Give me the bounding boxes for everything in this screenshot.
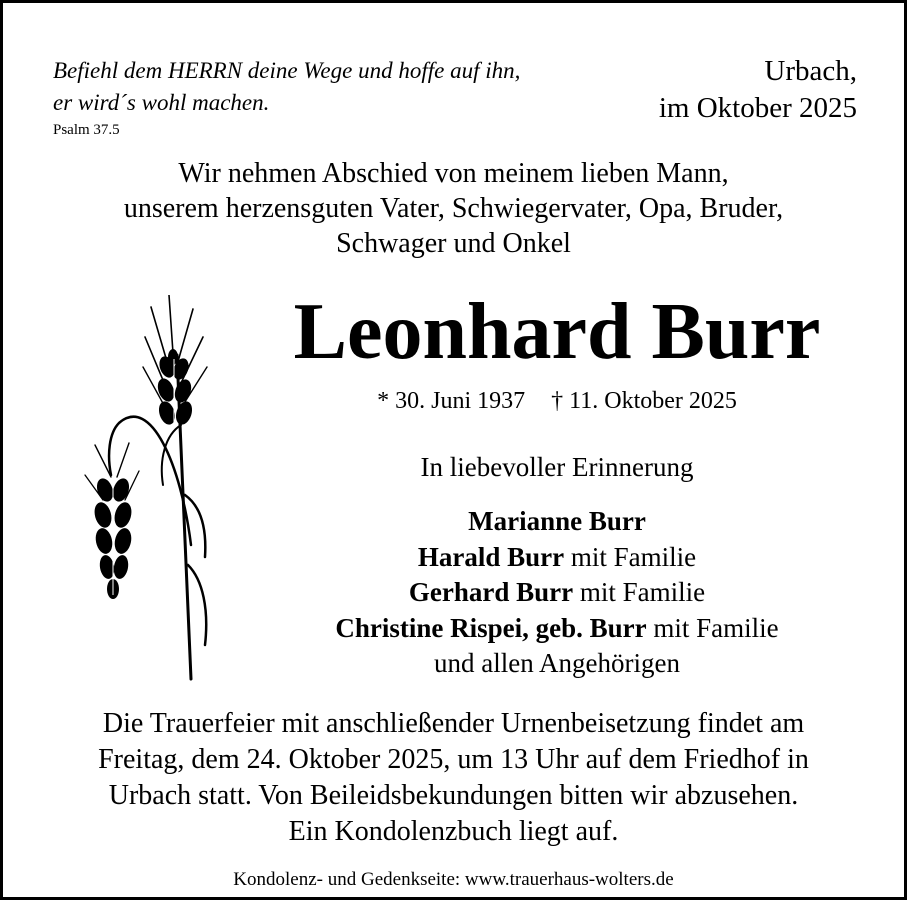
place-date bbox=[659, 53, 857, 127]
mourner-suffix: mit Familie bbox=[564, 541, 697, 572]
mourner-suffix: mit Familie bbox=[573, 577, 706, 607]
date: im Oktober 2025 bbox=[658, 92, 857, 124]
place: Urbach, bbox=[764, 55, 857, 87]
verse-reference: Psalm 37.5 bbox=[53, 122, 120, 138]
mourner-suffix: mit Familie bbox=[646, 612, 779, 643]
mourner-name: Marianne Burr bbox=[468, 506, 646, 536]
condolence-footer: Kondolenz- und Gedenkseite: www.trauerhaus-wolters.de bbox=[233, 869, 674, 890]
wheat-icon bbox=[81, 295, 231, 681]
farewell-intro bbox=[3, 156, 904, 261]
mourner-line bbox=[223, 504, 891, 540]
mourner-line bbox=[223, 646, 891, 682]
intro-line-3: Schwager und Onkel bbox=[336, 228, 571, 259]
service-line-1: Die Trauerfeier mit anschließender Urnenbeisetzung findet am bbox=[102, 708, 805, 739]
deceased-name: Leonhard Burr bbox=[293, 288, 821, 376]
memory-line: In liebevoller Erinnerung bbox=[420, 452, 694, 482]
mourner-line bbox=[223, 575, 891, 611]
service-line-2: Freitag, dem 24. Oktober 2025, um 13 Uhr auf dem Friedhof in bbox=[98, 744, 809, 775]
bible-verse bbox=[53, 55, 520, 119]
mourners-list bbox=[223, 504, 891, 682]
bible-verse-line-2: er wird´s wohl machen. bbox=[53, 90, 270, 115]
bible-verse-line-1: Befiehl dem HERRN deine Wege und hoffe auf ihn, bbox=[53, 58, 521, 83]
mourner-line bbox=[223, 611, 891, 647]
intro-line-2: unserem herzensguten Vater, Schwiegervater, Opa, Bruder, bbox=[123, 193, 784, 224]
intro-line-1: Wir nehmen Abschied von meinem lieben Mann, bbox=[178, 158, 729, 189]
service-line-4: Ein Kondolenzbuch liegt auf. bbox=[288, 816, 619, 847]
service-announcement bbox=[3, 706, 904, 850]
mourner-suffix: und allen Angehörigen bbox=[434, 648, 680, 678]
life-dates bbox=[223, 385, 891, 417]
birth-date: * 30. Juni 1937 bbox=[377, 388, 526, 414]
mourner-line bbox=[223, 540, 891, 576]
mourner-name: Christine Rispei, geb. Burr bbox=[335, 612, 647, 643]
mourner-name: Gerhard Burr bbox=[408, 577, 574, 607]
service-line-3: Urbach statt. Von Beileidsbekundungen bitten wir abzusehen. bbox=[108, 780, 799, 811]
death-date: † 11. Oktober 2025 bbox=[551, 388, 737, 414]
mourner-name: Harald Burr bbox=[417, 541, 565, 572]
